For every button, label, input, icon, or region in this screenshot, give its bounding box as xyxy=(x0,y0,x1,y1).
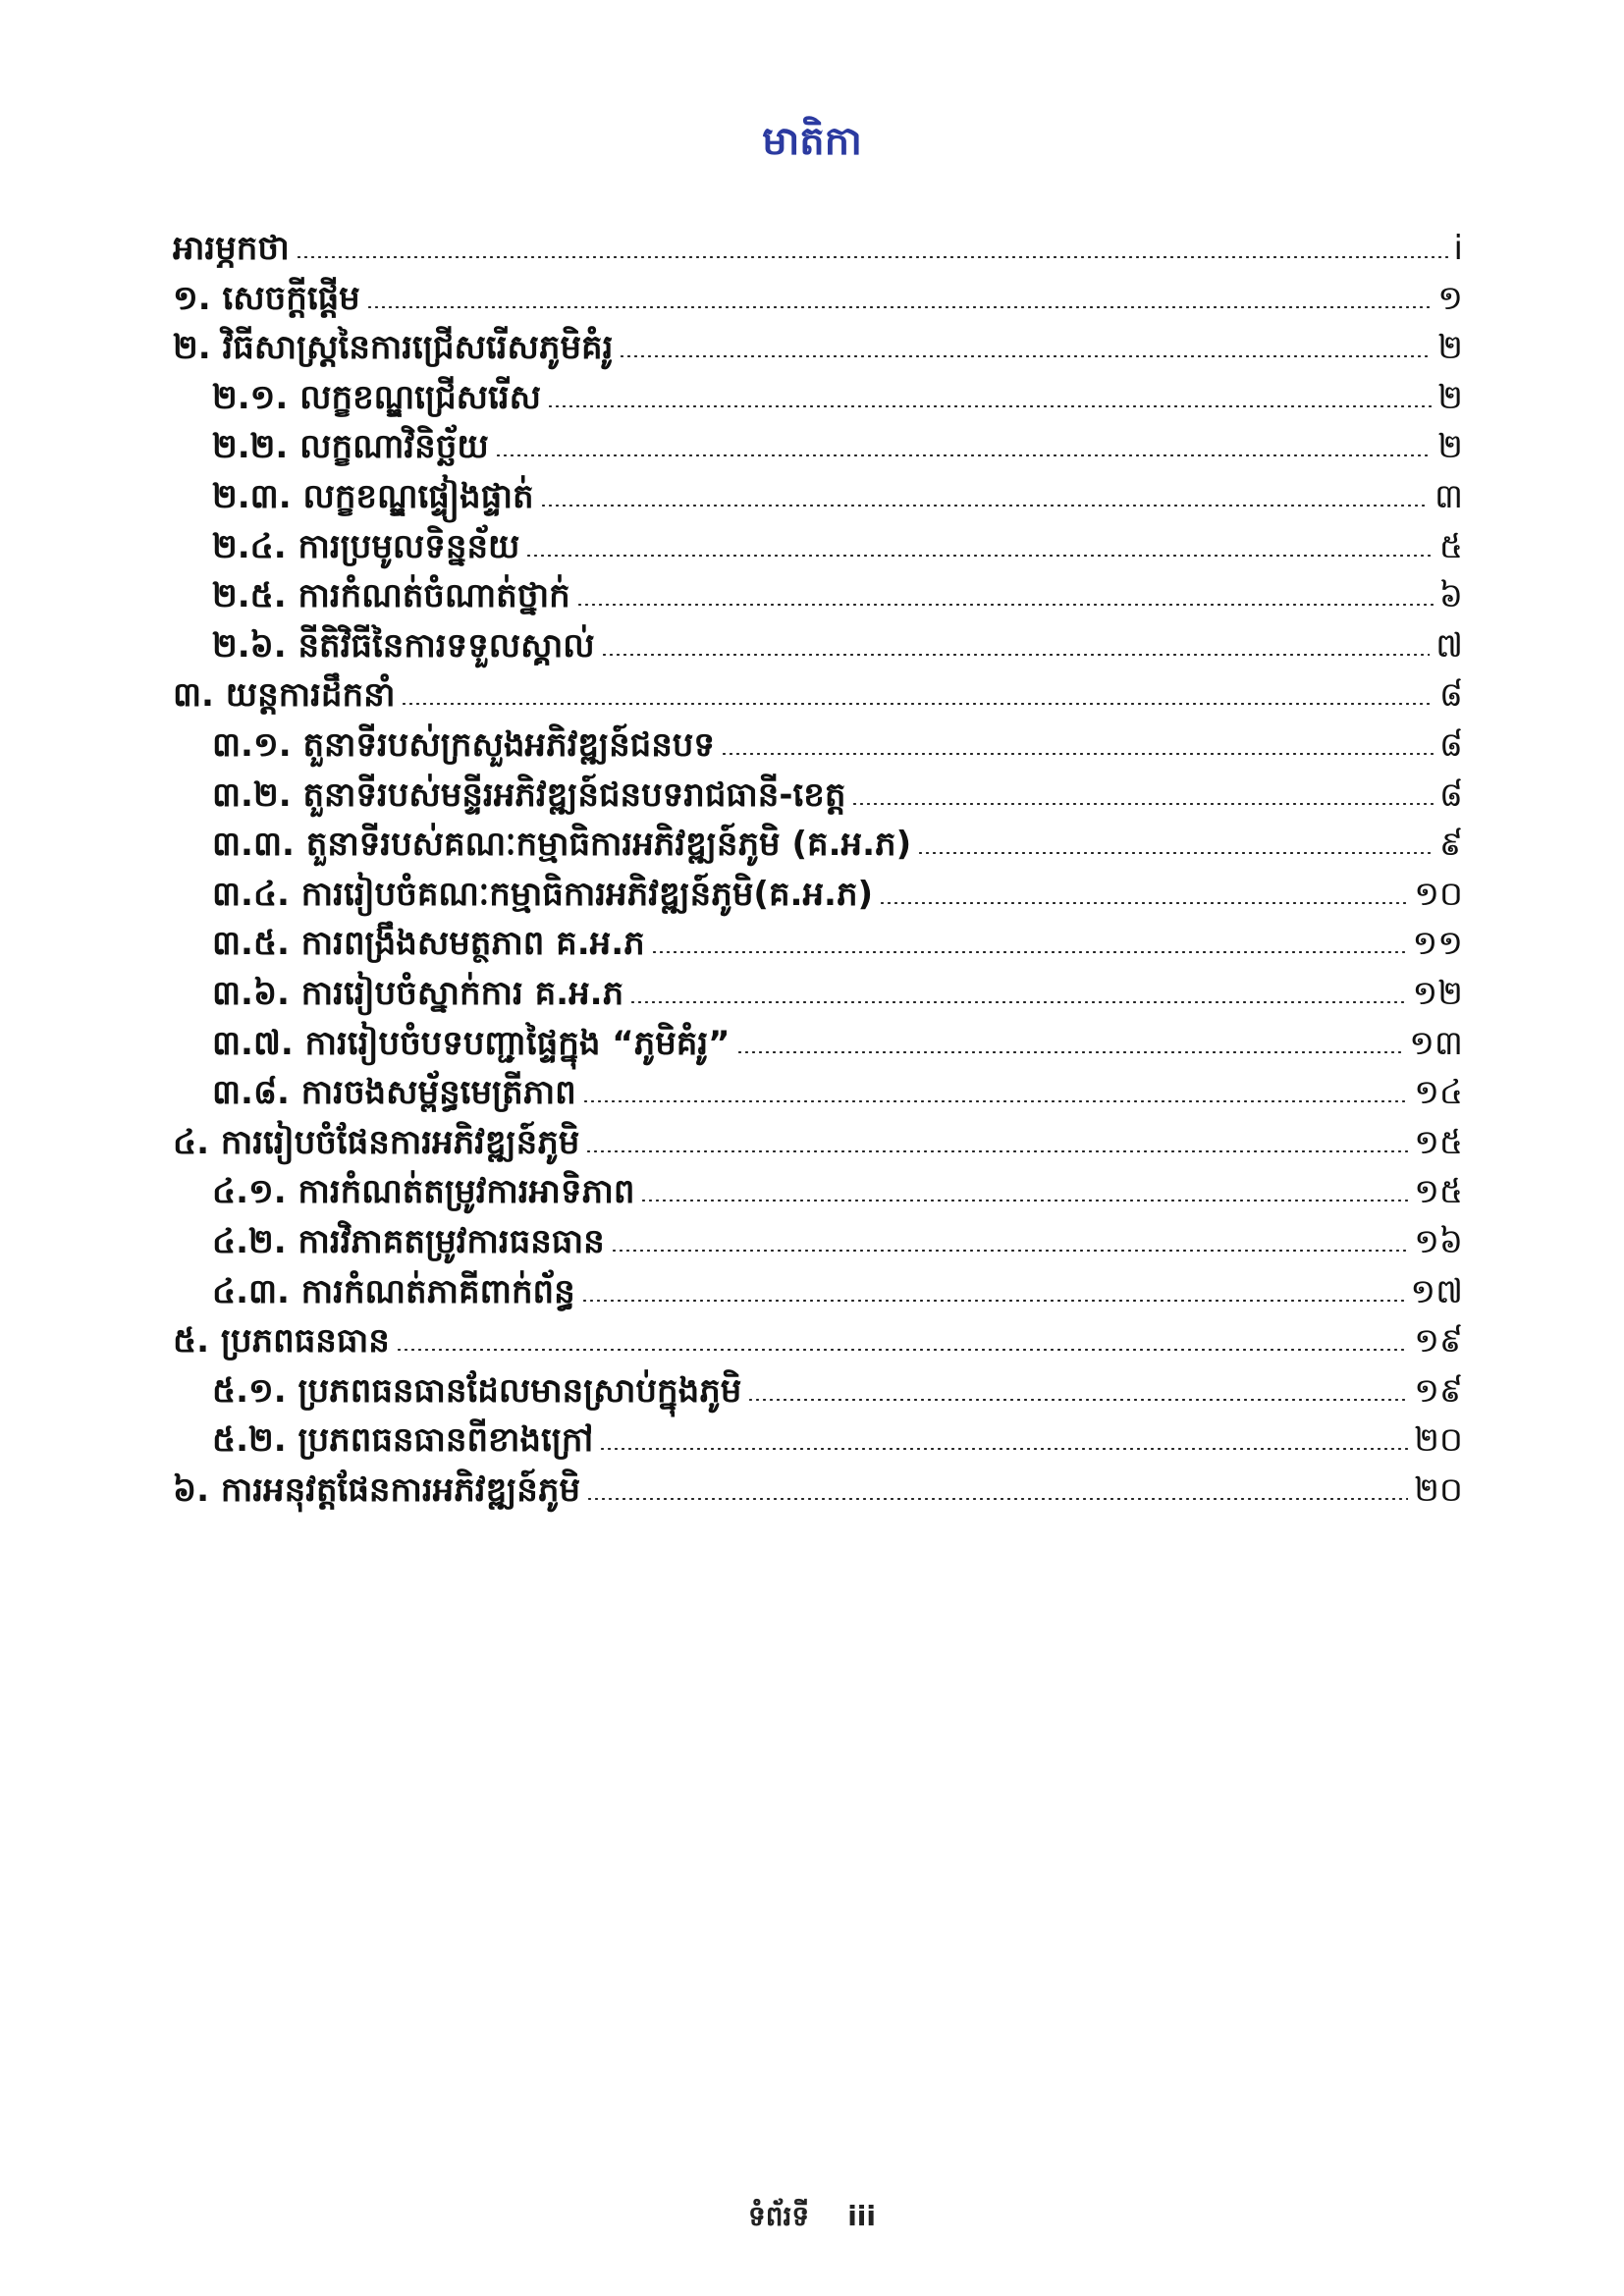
toc-entry-label: ២. វិធីសាស្រ្តនៃការជ្រើសរើសភូមិគំរូ xyxy=(173,328,614,368)
toc-entry-label: ២.៤. ការប្រមូលទិន្នន័យ xyxy=(212,526,520,566)
toc-title: មាតិកា xyxy=(762,119,862,164)
toc-entry-label: ៣.១. តួនាទីរបស់ក្រសួងអភិវឌ្ឍន៍ជនបទ xyxy=(212,725,715,765)
toc-dot-leader xyxy=(296,256,1448,258)
toc-entry-label: ៣.៦. ការរៀបចំស្នាក់ការ គ.អ.ភ xyxy=(212,974,624,1013)
toc-dot-leader xyxy=(576,604,1434,606)
toc-entry-page-number: ១ xyxy=(1437,278,1463,318)
toc-entry-page-number: ៨ xyxy=(1438,774,1463,815)
toc-entry-page-number: ៣ xyxy=(1434,477,1463,516)
toc-dot-leader xyxy=(917,852,1434,854)
toc-entry-page-number: ៩ xyxy=(1438,825,1463,865)
toc-entry-label: ៤. ការរៀបចំផែនការអភិវឌ្ឍន៍ភូមិ xyxy=(173,1122,580,1162)
toc-entry-page-number: ២ xyxy=(1437,377,1463,417)
toc-entry-page-number: ២០ xyxy=(1414,1470,1463,1510)
toc-entry-label: ៤.៣. ការកំណត់ភាគីពាក់ព័ន្ធ xyxy=(212,1271,575,1311)
toc-entry-label: ១. សេចក្តីផ្តើម xyxy=(173,278,360,318)
toc-entry-label: ៣.៤. ការរៀបចំគណៈកម្មាធិការអភិវឌ្ឍន៍ភូមិ(គ.អ.ភ) xyxy=(212,874,874,914)
toc-dot-leader xyxy=(401,703,1433,705)
toc-entry-label: ៣.៨. ការចងសម្ព័ន្ធមេត្រីភាព xyxy=(212,1073,576,1113)
toc-entry-page-number: ២ xyxy=(1437,427,1463,467)
toc-dot-leader xyxy=(582,1100,1408,1102)
toc-entry-label: ២.១. លក្ខខណ្ឌជ្រើសរើស xyxy=(212,377,542,417)
toc-dot-leader xyxy=(879,902,1408,904)
toc-entry-page-number: ៧ xyxy=(1435,625,1463,666)
toc-dot-leader xyxy=(585,1150,1408,1152)
toc-dot-leader xyxy=(651,951,1407,953)
toc-entry-label: ៥.១. ប្រភពធនធានដែលមានស្រាប់ក្នុងភូមិ xyxy=(212,1370,742,1411)
toc-dot-leader xyxy=(525,555,1434,557)
toc-entry-label: ៣. យន្តការដឹកនាំ xyxy=(173,675,396,716)
toc-dot-leader xyxy=(547,405,1432,407)
toc-entry-label: ២.២. លក្ខណាវិនិច្ឆ័យ xyxy=(212,427,489,467)
toc-dot-leader xyxy=(581,1300,1405,1302)
toc-entry-page-number: ២០ xyxy=(1414,1420,1463,1461)
toc-entry-page-number: ៥ xyxy=(1438,526,1463,566)
toc-entry-page-number: ១៦ xyxy=(1414,1222,1463,1261)
toc-entry-label: ៣.៥. ការពង្រឹងសមត្ថភាព គ.អ.ភ xyxy=(212,924,645,964)
toc-entry-label: ៣.៧. ការរៀបចំបទបញ្ជាផ្ទៃក្នុង “ភូមិគំរូ” xyxy=(212,1023,731,1063)
footer-page-label: ទំព័រទី xyxy=(747,2200,810,2232)
toc-entry-page-number: ១៥ xyxy=(1414,1172,1463,1212)
toc-dot-leader xyxy=(540,505,1429,507)
toc-entry-page-number: ៦ xyxy=(1438,576,1463,616)
toc-dot-leader xyxy=(721,753,1434,755)
page-footer xyxy=(0,2199,1624,2239)
toc-dot-leader xyxy=(619,355,1432,357)
toc-dot-leader xyxy=(736,1051,1404,1053)
toc-entry-page-number: ១៥ xyxy=(1414,1122,1463,1162)
toc-dot-leader xyxy=(640,1200,1408,1201)
toc-entry-label: ៦. ការអនុវត្តផែនការអភិវឌ្ឍន៍ភូមិ xyxy=(173,1470,581,1510)
toc-dot-leader xyxy=(747,1399,1408,1401)
toc-entry-page-number: ១៣ xyxy=(1409,1023,1463,1063)
toc-entry-label: ៤.២. ការវិភាគតម្រូវការធនធាន xyxy=(212,1222,605,1261)
toc-entry-page-number: ១៤ xyxy=(1414,1073,1463,1113)
toc-dot-leader xyxy=(601,654,1430,656)
footer-page-number: iii xyxy=(847,2200,876,2232)
toc-entry-label: ៤.១. ការកំណត់តម្រូវការអាទិភាព xyxy=(212,1172,635,1212)
toc-dot-leader xyxy=(495,454,1433,456)
toc-entry-page-number: ២ xyxy=(1437,328,1463,368)
toc-dot-leader xyxy=(851,803,1433,805)
toc-entry-page-number: i xyxy=(1453,229,1463,268)
toc-entry-page-number: ១៩ xyxy=(1414,1321,1463,1362)
toc-entry-label: ២.៥. ការកំណត់ចំណាត់ថ្នាក់ xyxy=(212,576,570,616)
toc-entry-label: ២.៣. លក្ខខណ្ឌផ្ទៀងផ្ទាត់ xyxy=(212,477,534,516)
toc-entry-page-number: ១០ xyxy=(1414,874,1463,914)
toc-entry-label: ៥.២. ប្រភពធនធានពីខាងក្រៅ xyxy=(212,1420,594,1461)
toc-entry[interactable] xyxy=(173,1453,1463,1512)
toc-entry-page-number: ៨ xyxy=(1438,725,1463,765)
toc-entry-page-number: ១១ xyxy=(1412,924,1463,964)
toc-entry-label: ៣.២. តួនាទីរបស់មន្ទីរអភិវឌ្ឍន៍ជនបទរាជធានី-ខេត្ត xyxy=(212,774,846,815)
toc-dot-leader xyxy=(586,1498,1408,1500)
toc-dot-leader xyxy=(396,1349,1408,1351)
toc-entry-label: ៣.៣. តួនាទីរបស់គណៈកម្មាធិការអភិវឌ្ឍន៍ភូមិ (គ.អ.ភ) xyxy=(212,825,912,865)
toc-entry-page-number: ១៧ xyxy=(1410,1271,1463,1311)
toc-entry-page-number: ៨ xyxy=(1438,675,1463,716)
toc-entry-page-number: ១៩ xyxy=(1414,1370,1463,1411)
toc-dot-leader xyxy=(629,1001,1406,1003)
toc-dot-leader xyxy=(611,1250,1408,1252)
toc-dot-leader xyxy=(599,1448,1408,1450)
toc-dot-leader xyxy=(366,306,1432,308)
toc-entry-label: អារម្ភកថា xyxy=(173,229,290,268)
toc-entry-page-number: ១២ xyxy=(1412,974,1463,1013)
toc-entry-label: ៥. ប្រភពធនធាន xyxy=(173,1321,390,1362)
toc-entry-label: ២.៦. នីតិវិធីនៃការទទួលស្គាល់ xyxy=(212,625,595,666)
